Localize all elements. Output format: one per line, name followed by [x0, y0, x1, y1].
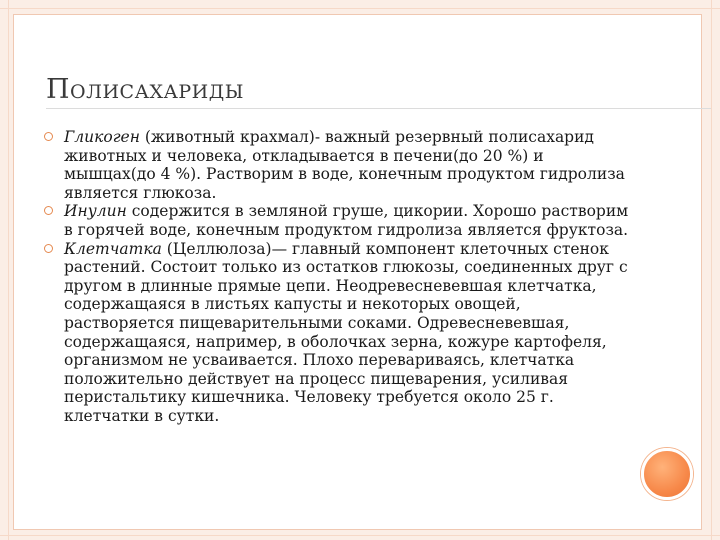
item-text: содержится в земляной груше, цикории. Хорошо растворим в горячей воде, конечным продуктом гидролиза является фруктоза. [64, 202, 629, 239]
slide-title [46, 74, 244, 105]
decorative-circle [641, 448, 693, 500]
title-initial: П [46, 74, 71, 105]
list-item [44, 128, 629, 202]
list-item [44, 240, 629, 426]
bullet-list [44, 128, 629, 426]
item-term: Гликоген [64, 128, 140, 146]
item-text: (Целлюлоза)— главный компонент клеточных стенок растений. Состоит только из остатков глюкозы, соединенных друг с другом в длинные прямые цепи. Неодревесневевшая клетчатка, содержащаяся в листьях капусты и некоторых овощей, растворяется пищеварительными соками. Одревесневевшая, содержащаяся, например, в оболочках зерна, кожуре картофеля, организмом не усваивается. Плохо перевариваясь, клетчатка положительно действует на процесс пищеварения, усиливая перистальтику кишечника. Человеку требуется около 25 г. клетчатки в сутки. [64, 239, 628, 425]
bullet-circle-icon [44, 132, 53, 141]
frame-line [0, 8, 720, 9]
list-item [44, 202, 629, 239]
bullet-circle-icon [44, 244, 53, 253]
title-rest: ОЛИСАХАРИДЫ [70, 81, 244, 103]
bullet-circle-icon [44, 206, 53, 215]
frame-line [711, 0, 712, 540]
title-divider [46, 108, 711, 109]
frame-line [0, 535, 720, 536]
item-term: Инулин [64, 202, 127, 221]
item-text: (животный крахмал)- важный резервный полисахарид животных и человека, откладывается в печени(до 20 %) и мышцах(до 4 %). Растворим в воде, конечным продуктом гидролиза является глюкоза. [64, 128, 625, 202]
item-term: Клетчатка [64, 239, 162, 258]
frame-line [8, 0, 9, 540]
